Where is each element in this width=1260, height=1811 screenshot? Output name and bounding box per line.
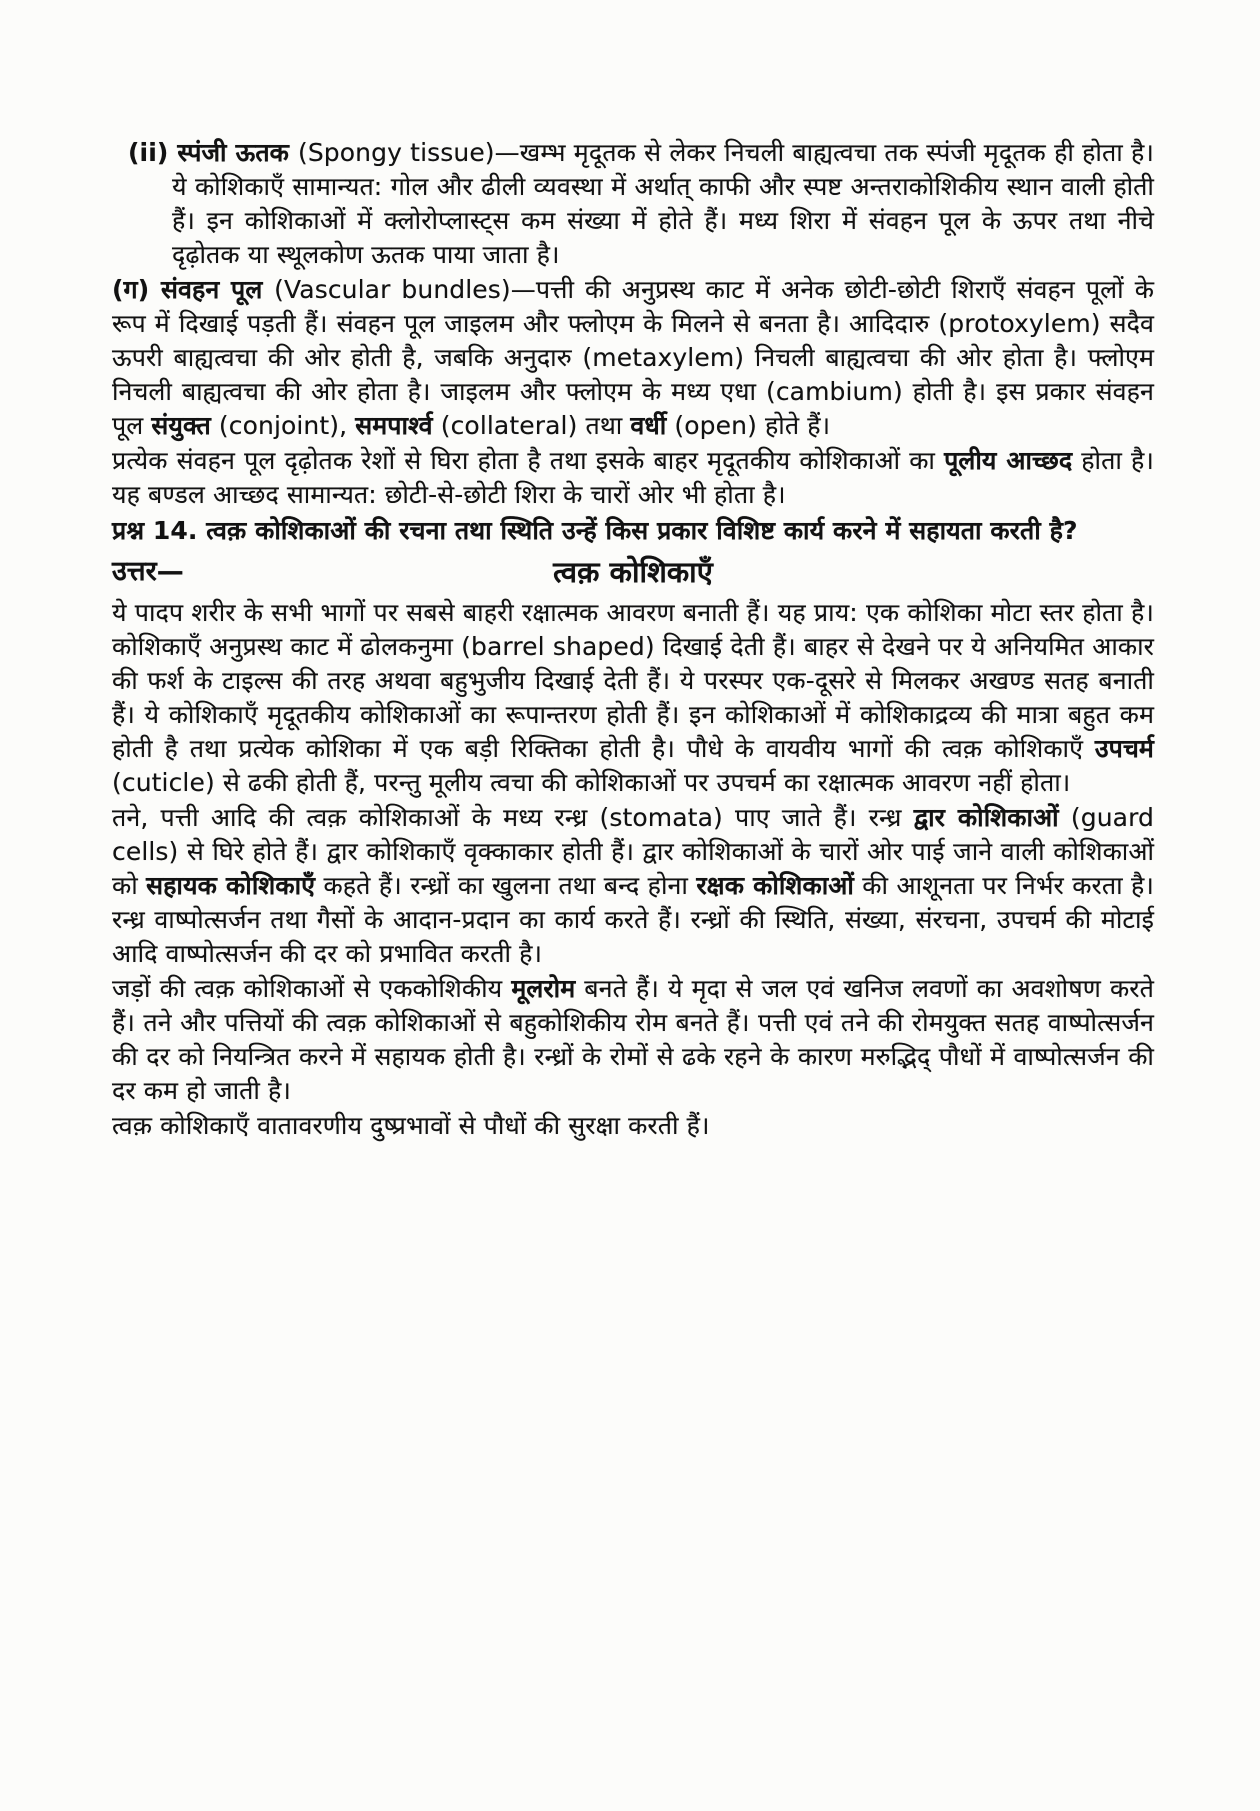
term-conjoint: संयुक्त	[151, 411, 211, 440]
term-root-hair: मूलरोम	[511, 974, 576, 1003]
answer-label: उत्तर—	[112, 556, 184, 587]
paragraph-vascular-bundles	[112, 273, 1154, 443]
paragraph-conclusion	[112, 1109, 1154, 1143]
paragraph-text: (cuticle) से ढकी होती हैं, परन्तु मूलीय त्वचा की कोशिकाओं पर उपचर्म का रक्षात्मक आवरण नहीं होता।	[112, 768, 1071, 797]
paragraph-text: त्वक़ कोशिकाएँ वातावरणीय दुष्प्रभावों से पौधों की सुरक्षा करती हैं।	[112, 1111, 710, 1140]
paragraph-root-hairs	[112, 972, 1154, 1108]
paragraph-stomata	[112, 801, 1154, 971]
paragraph-text: बनते हैं। ये मृदा से जल एवं खनिज लवणों का अवशोषण करते हैं। तने और पत्तियों की त्वक़ कोशिकाओं से बहुकोशिकीय रोम बनते हैं। पत्ती एवं तने की रोमयुक्त सतह वाष्पोत्सर्जन की दर को नियन्त्रित करने में सहायक होती है। रन्ध्रों के रोमों से ढके रहने के कारण मरुद्भिद् पौधों में वाष्पोत्सर्जन की दर कम हो जाती है।	[112, 974, 1154, 1105]
term-vascular-bundles: (ग) संवहन पूल	[112, 275, 275, 304]
term-open: वर्धी	[630, 411, 667, 440]
paragraph-text: (open) होते हैं।	[666, 411, 831, 440]
term-bundle-sheath: पूलीय आच्छद	[944, 446, 1073, 475]
section-heading-epidermal-cells: त्वक़ कोशिकाएँ	[553, 555, 713, 589]
term-spongy-tissue: स्पंजी ऊतक	[177, 138, 298, 167]
paragraph-text: तने, पत्ती आदि की त्वक़ कोशिकाओं के मध्य रन्ध्र (stomata) पाए जाते हैं। रन्ध्र	[112, 803, 914, 832]
paragraph-text: (collateral) तथा	[432, 411, 631, 440]
paragraph-text: (Spongy tissue)—खम्भ मृदूतक से लेकर निचली बाह्यत्वचा तक स्पंजी मृदूतक ही होता है। ये कोशिकाएँ सामान्यत: गोल और ढीली व्यवस्था में अर्थात् काफी और स्पष्ट अन्तराकोशिकीय स्थान वाली होती हैं। इन कोशिकाओं में क्लोरोप्लास्ट्स कम संख्या में होते हैं। मध्य शिरा में संवहन पूल के ऊपर तथा नीचे दृढ़ोतक या स्थूलकोण ऊतक पाया जाता है।	[172, 138, 1154, 269]
term-subsidiary-cells: सहायक कोशिकाएँ	[146, 871, 316, 900]
question-text: त्वक़ कोशिकाओं की रचना तथा स्थिति उन्हें किस प्रकार विशिष्ट कार्य करने में सहायता करती है?	[206, 516, 1078, 545]
paragraph-spongy-tissue	[112, 136, 1154, 272]
term-cuticle: उपचर्म	[1094, 734, 1154, 763]
paragraph-epidermis	[112, 596, 1154, 800]
answer-heading-row	[112, 552, 1154, 592]
list-marker: (ii)	[128, 138, 178, 167]
paragraph-text: (conjoint),	[210, 411, 356, 440]
paragraph-text: प्रत्येक संवहन पूल दृढ़ोतक रेशों से घिरा होता है तथा इसके बाहर मृदूतकीय कोशिकाओं का	[112, 446, 945, 475]
paragraph-bundle-sheath	[112, 444, 1154, 512]
question-14	[112, 514, 1154, 548]
paragraph-text: (guard cells) से घिरे होते हैं। द्वार कोशिकाएँ वृक्काकार होती हैं। द्वार कोशिकाओं के चारों ओर पाई जाने वाली कोशिकाओं को	[112, 803, 1154, 900]
scanned-textbook-page	[112, 136, 1154, 1144]
paragraph-text: होता है। यह बण्डल आच्छद सामान्यत: छोटी-से-छोटी शिरा के चारों ओर भी होता है।	[112, 446, 1154, 509]
question-label: प्रश्न 14.	[112, 516, 207, 545]
term-guard-cells-turgidity: रक्षक कोशिकाओं	[696, 871, 854, 900]
paragraph-text: (Vascular bundles)—पत्ती की अनुप्रस्थ काट में अनेक छोटी-छोटी शिराएँ संवहन पूलों के रूप में दिखाई पड़ती हैं। संवहन पूल जाइलम और फ्लोएम के मिलने से बनता है। आदिदारु (protoxylem) सदैव ऊपरी बाह्यत्वचा की ओर होती है, जबकि अनुदारु (metaxylem) निचली बाह्यत्वचा की ओर होता है। फ्लोएम निचली बाह्यत्वचा की ओर होता है। जाइलम और फ्लोएम के मध्य एधा (cambium) होती है। इस प्रकार संवहन पूल	[112, 275, 1154, 440]
term-guard-cells: द्वार कोशिकाओं	[913, 803, 1059, 832]
paragraph-text: की आशूनता पर निर्भर करता है। रन्ध्र वाष्पोत्सर्जन तथा गैसों के आदान-प्रदान का कार्य करते हैं। रन्ध्रों की स्थिति, संख्या, संरचना, उपचर्म की मोटाई आदि वाष्पोत्सर्जन की दर को प्रभावित करती है।	[112, 871, 1154, 968]
paragraph-text: कहते हैं। रन्ध्रों का खुलना तथा बन्द होना	[315, 871, 697, 900]
paragraph-text: जड़ों की त्वक़ कोशिकाओं से एककोशिकीय	[112, 974, 512, 1003]
paragraph-text: ये पादप शरीर के सभी भागों पर सबसे बाहरी रक्षात्मक आवरण बनाती हैं। यह प्राय: एक कोशिका मोटा स्तर होता है। कोशिकाएँ अनुप्रस्थ काट में ढोलकनुमा (barrel shaped) दिखाई देती हैं। बाहर से देखने पर ये अनियमित आकार की फर्श के टाइल्स की तरह अथवा बहुभुजीय दिखाई देती हैं। ये परस्पर एक-दूसरे से मिलकर अखण्ड सतह बनाती हैं। ये कोशिकाएँ मृदूतकीय कोशिकाओं का रूपान्तरण होती हैं। इन कोशिकाओं में कोशिकाद्रव्य की मात्रा बहुत कम होती है तथा प्रत्येक कोशिका में एक बड़ी रिक्तिका होती है। पौधे के वायवीय भागों की त्वक़ कोशिकाएँ	[112, 598, 1154, 763]
term-collateral: समपार्श्व	[355, 411, 433, 440]
